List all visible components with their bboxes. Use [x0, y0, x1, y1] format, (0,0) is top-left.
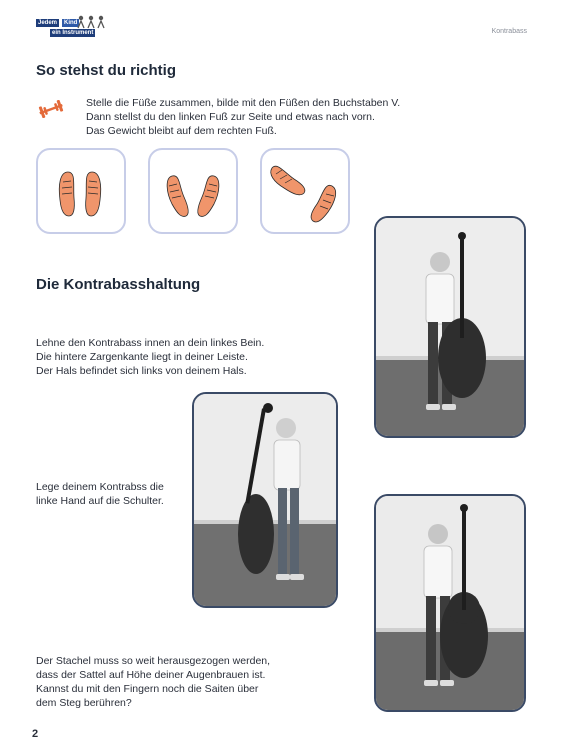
- logo-text-3: ein Instrument: [52, 30, 94, 36]
- spike-line: Der Stachel muss so weit herausgezogen werden,: [36, 655, 271, 667]
- boy-bass-height-image: [376, 496, 524, 710]
- standing-instructions: [86, 96, 466, 138]
- standing-line: Stelle die Füße zusammen, bilde mit den Füßen den Buchstaben V.: [86, 97, 401, 109]
- hand-instructions: [36, 480, 196, 508]
- feet-step-forward-icon: [262, 150, 348, 232]
- logo-text-2: Kind: [64, 20, 78, 26]
- spike-line: Kannst du mit den Fingern noch die Saiten über: [36, 683, 259, 695]
- hand-line: linke Hand auf die Schulter.: [36, 495, 164, 507]
- lean-line: Der Hals befindet sich links von deinem Hals.: [36, 365, 247, 377]
- boy-with-bass-image: [376, 218, 524, 436]
- hand-line: Lege deinem Kontrabss die: [36, 481, 164, 493]
- photo-bass-height: [374, 494, 526, 712]
- section-title-standing: So stehst du richtig: [36, 62, 177, 79]
- foot-card-together: [36, 148, 126, 234]
- standing-line: Das Gewicht bleibt auf dem rechten Fuß.: [86, 125, 277, 137]
- photo-bass-front: [374, 216, 526, 438]
- spike-line: dass der Sattel auf Höhe deiner Augenbrauen ist.: [36, 669, 266, 681]
- logo-figures-icon: [76, 15, 106, 29]
- lean-line: Die hintere Zargenkante liegt in deiner Leiste.: [36, 351, 248, 363]
- feet-v-shape-icon: [150, 150, 236, 232]
- lean-line: Lehne den Kontrabass innen an dein linkes Bein.: [36, 337, 265, 349]
- dumbbell-icon: [36, 100, 66, 118]
- lean-instructions: [36, 336, 336, 378]
- spike-line: dem Steg berühren?: [36, 697, 132, 709]
- photo-bass-side: [192, 392, 338, 608]
- page-number: 2: [32, 728, 39, 740]
- logo-text-1: Jedem: [38, 20, 58, 26]
- bass-side-view-image: [194, 394, 336, 606]
- section-title-holding: Die Kontrabasshaltung: [36, 276, 201, 293]
- running-title: Kontrabass: [491, 28, 527, 35]
- standing-line: Dann stellst du den linken Fuß zur Seite und etwas nach vorn.: [86, 111, 375, 123]
- foot-card-step-forward: [260, 148, 350, 234]
- spike-instructions: [36, 654, 336, 710]
- series-logo: [36, 15, 108, 43]
- feet-together-icon: [38, 150, 124, 232]
- foot-card-v-shape: [148, 148, 238, 234]
